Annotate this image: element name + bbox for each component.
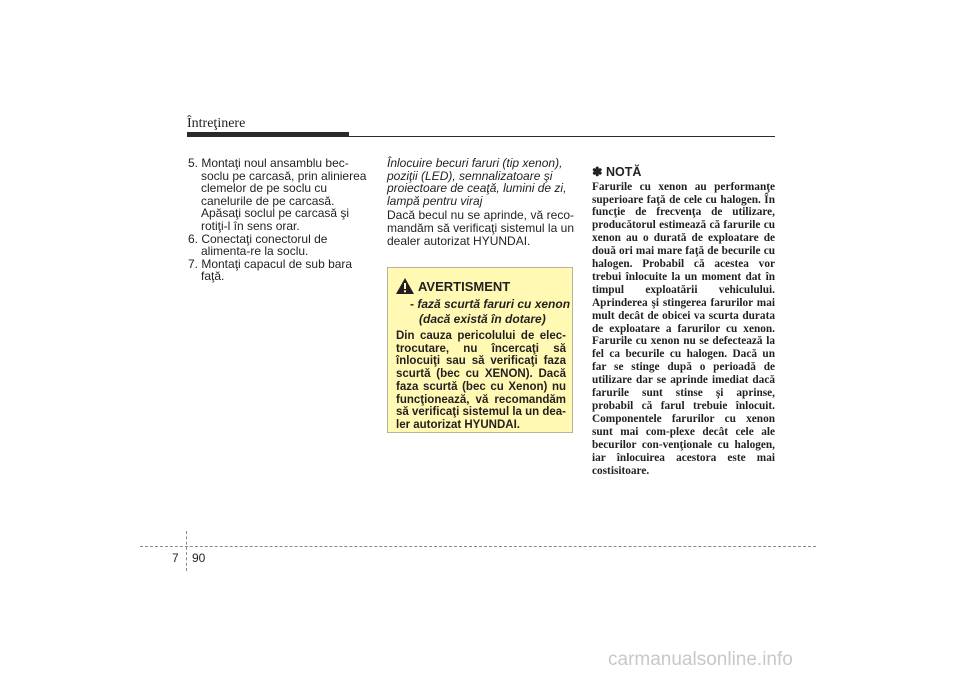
page-number: 90: [192, 551, 206, 565]
warning-header: [396, 278, 510, 294]
warning-triangle-icon: [396, 278, 414, 294]
xenon-replacement-column: [387, 157, 574, 247]
footer-rule: [140, 546, 816, 547]
instruction-step: 5. Montaţi noul ansamblu bec-soclu pe carcasă, prin alinierea clemelor de pe soclu cu canelurile de pe carcasă. Apăsaţi soclul pe carcasă şi rotiţi-l în sens orar.: [188, 156, 367, 233]
instruction-step: 7. Montaţi capacul de sub bara faţă.: [188, 256, 353, 284]
subheading: Înlocuire becuri faruri (tip xenon), poziţii (LED), semnalizatoare şi proiectoare de ceaţă, lumini de zi, lampă pentru viraj: [387, 156, 567, 208]
instructions-column: [188, 157, 374, 283]
note-title: ✽ NOTĂ: [592, 165, 642, 179]
warning-title: AVERTISMENT: [418, 278, 511, 294]
header-rule: [187, 136, 775, 137]
footer-divider: [186, 531, 187, 571]
warning-subtitle: - fază scurtă faruri cu xenon: [410, 297, 571, 311]
paragraph: Dacă becul nu se aprinde, vă reco-mandăm să verificaţi sistemul la un dealer autorizat HYUNDAI.: [387, 208, 574, 248]
warning-subtitle-note: (dacă există în dotare): [419, 312, 546, 326]
note-column: [592, 166, 775, 477]
chapter-number: 7: [172, 551, 179, 565]
section-title: Întreţinere: [187, 116, 246, 131]
note-body: Farurile cu xenon au performanţe superioare faţă de cele cu halogen. În funcţie de frecvenţa de utilizare, producătorul estimează că farurile cu xenon au o durată de exploatare de două ori mai mare faţă de becurile cu halogen. Probabil că acestea vor trebui înlocuite la un moment dat în timpul exploatării vehiculului. Aprinderea şi stingerea farurilor mai mult decât de obicei va scurta durata de exploatare a farurilor cu xenon. Farurile cu xenon nu se defectează la fel ca becurile cu halogen. Dacă un far se stinge după o perioadă de utilizare dar se aprinde imediat dacă farurile sunt stinse şi aprinse, probabil că farul trebuie înlocuit. Componentele farurilor cu xenon sunt mai com-plexe decât cele ale becurilor con-venţionale cu halogen, iar înlocuirea acestora este mai costisitoare.: [592, 180, 775, 477]
warning-body: Din cauza pericolului de elec-trocutare, nu încercaţi să înlocuiţi sau să verificaţi faza scurtă (bec cu XENON). Dacă faza scurtă (bec cu Xenon) nu funcţionează, vă recomandăm să verificaţi sistemul la un dea-ler autorizat HYUNDAI.: [396, 330, 567, 431]
watermark: carmanualsonline.info: [608, 649, 793, 670]
warning-box: [387, 267, 573, 433]
instruction-step: 6. Conectaţi conectorul de alimenta-re la soclu.: [188, 231, 328, 259]
